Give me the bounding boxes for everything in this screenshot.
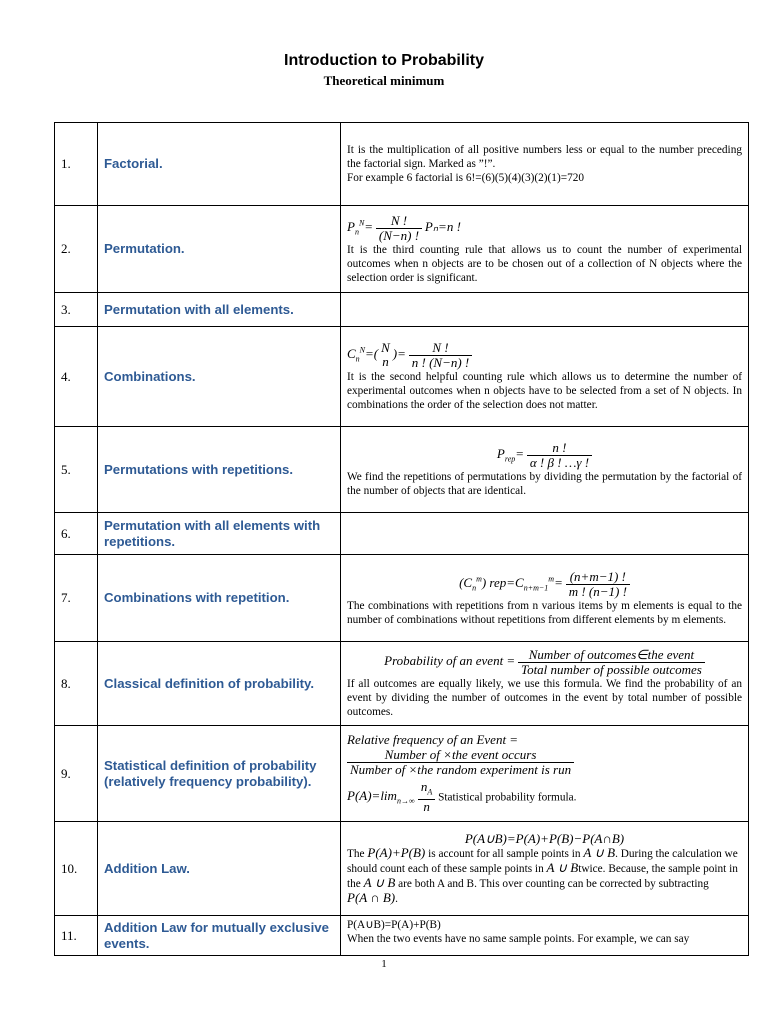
- row-number: 7.: [55, 555, 98, 642]
- row-number: 6.: [55, 513, 98, 555]
- table-row: [55, 916, 749, 956]
- table-row: [55, 555, 749, 642]
- row-description: P(A∪B)=P(A)+P(B) When the two events have no same sample points. For example, we can say: [341, 916, 749, 956]
- row-number: 11.: [55, 916, 98, 956]
- row-description: $C_n^N=$( N n )= $\frac{N !}{n ! (N-n) !}$ It is the second helpful counting rule which allows us to determine the number of experimental outcomes when n objects have to be selected from a set of N objects. In combinations the order of the selection does not matter.: [341, 327, 749, 427]
- statistical-formula: Relative frequency of an Event = Number of ×the event occurs Number of ×the random experiment is run: [347, 733, 742, 777]
- row-term: Statistical definition of probability (relatively frequency probability).: [98, 726, 341, 822]
- row-term: Permutation.: [98, 206, 341, 293]
- row-description: It is the multiplication of all positive numbers less or equal to the number preceding the factorial sign. Marked as ”!”. For example 6 factorial is 6!=(6)(5)(4)(3)(2)(1)=720: [341, 123, 749, 206]
- row-number: 5.: [55, 427, 98, 513]
- row-term: Classical definition of probability.: [98, 642, 341, 726]
- row-term: Addition Law for mutually exclusive events.: [98, 916, 341, 956]
- table-row: [55, 513, 749, 555]
- row-number: 4.: [55, 327, 98, 427]
- row-description: $(C_n^m)$ $rep=C_{n+m-1}^m=$ $\frac{(n+m-1) !}{m ! (n-1) !}$ The combinations with repetitions from n various items by m elements is equal to the number of combinations without repetitions from different elements by m elements.: [341, 555, 749, 642]
- row-term: Factorial.: [98, 123, 341, 206]
- permutation-formula: $P_n^N=$ $\frac{N !}{(N-n) !}$ Pₙ=n !: [347, 212, 461, 243]
- row-description: [341, 513, 749, 555]
- combination-repetition-formula: $(C_n^m)$ $rep=C_{n+m-1}^m=$ $\frac{(n+m-1) !}{m ! (n-1) !}$: [347, 570, 742, 599]
- row-term: Permutation with all elements.: [98, 293, 341, 327]
- row-description: Relative frequency of an Event = Number of ×the event occurs Number of ×the random experiment is run $P(A)=\lim_{n\to\infty}$ $\frac{n_A}{n}$ Statistical probability formula.: [341, 726, 749, 822]
- row-term: Permutations with repetitions.: [98, 427, 341, 513]
- row-term: Permutation with all elements with repetitions.: [98, 513, 341, 555]
- table-row: [55, 327, 749, 427]
- row-number: 1.: [55, 123, 98, 206]
- addition-law-formula: P(A∪B)=P(A)+P(B)−P(A∩B): [464, 830, 625, 846]
- theory-table: [54, 122, 749, 956]
- page-subtitle: Theoretical minimum: [323, 73, 445, 88]
- table-row: [55, 642, 749, 726]
- page-number: 1: [381, 958, 387, 970]
- table-row: [55, 293, 749, 327]
- row-number: 9.: [55, 726, 98, 822]
- classical-formula: Probability of an event = Number of outcomes∈the event Total number of possible outcomes: [347, 648, 742, 677]
- row-number: 2.: [55, 206, 98, 293]
- row-description: P(A∪B)=P(A)+P(B)−P(A∩B) The P(A)+P(B) is account for all sample points in A ∪ B. During the calculation we should count each of these sample points in A ∪ Btwice. Because, the sample point in the A ∪ B are both A and B. This over counting can be corrected by subtracting P(A ∩ B).: [341, 822, 749, 916]
- row-number: 8.: [55, 642, 98, 726]
- combination-formula: $C_n^N=$( N n )= $\frac{N !}{n ! (N-n) !}$: [347, 341, 742, 370]
- row-number: 10.: [55, 822, 98, 916]
- row-term: Combinations.: [98, 327, 341, 427]
- row-description: $P_n^N=$ $\frac{N !}{(N-n) !}$ Pₙ=n ! It is the third counting rule that allows us to count the number of experimental outcomes when n objects are to be chosen out of a collection of N objects where the selection order is significant.: [341, 206, 749, 293]
- table-row: [55, 822, 749, 916]
- row-description: $P_{rep}=$ $\frac{n !}{\alpha ! \beta ! \dots\gamma !}$ We find the repetitions of permutations by dividing the permutation by the factorial of the number of objects that are identical.: [341, 427, 749, 513]
- table-row: [55, 427, 749, 513]
- repetition-formula: $P_{rep}=$ $\frac{n !}{\alpha ! \beta ! \dots\gamma !}$: [347, 441, 742, 470]
- row-number: 3.: [55, 293, 98, 327]
- page-title: Introduction to Probability: [284, 52, 484, 69]
- table-row: [55, 123, 749, 206]
- row-term: Addition Law.: [98, 822, 341, 916]
- table-row: [55, 726, 749, 822]
- row-term: Combinations with repetition.: [98, 555, 341, 642]
- table-row: [55, 206, 749, 293]
- row-description: Probability of an event = Number of outcomes∈the event Total number of possible outcomes If all outcomes are equally likely, we use this formula. We find the probability of an event by dividing the number of outcomes in the event by total number of possible outcomes.: [341, 642, 749, 726]
- row-description: [341, 293, 749, 327]
